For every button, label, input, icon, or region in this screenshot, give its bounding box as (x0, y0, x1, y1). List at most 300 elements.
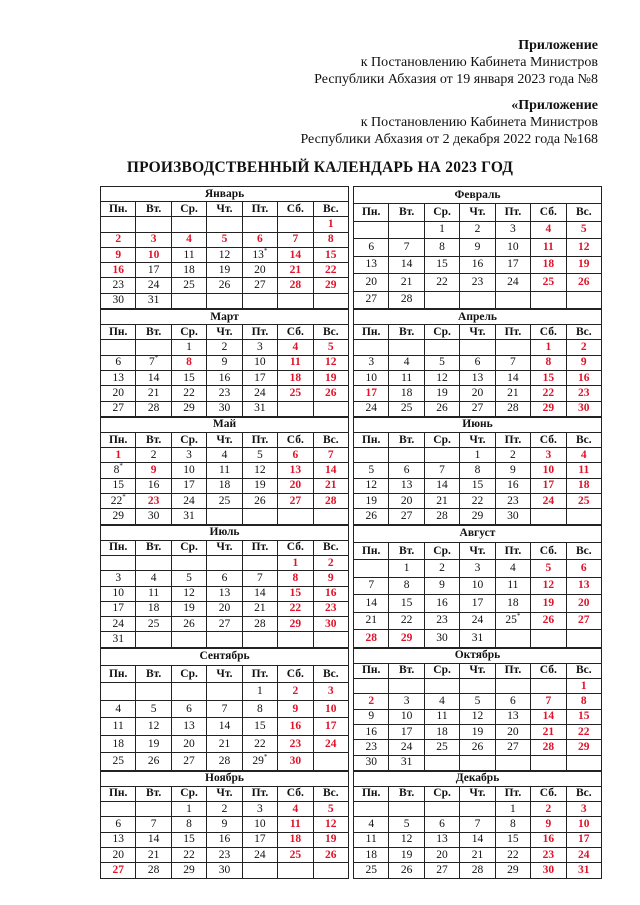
weekday-label: Ср. (424, 325, 459, 340)
holiday-day-cell: 13 (278, 463, 313, 478)
holiday-day-cell: 3 (313, 683, 348, 700)
month-header-row (101, 310, 349, 325)
day-cell: 13 (354, 256, 389, 273)
week-row (101, 293, 349, 308)
week-row (354, 291, 602, 309)
weekday-label: Сб. (531, 432, 566, 447)
weekday-label: Чт. (460, 542, 495, 559)
weekday-label: Пт. (242, 202, 277, 217)
holiday-day-cell: 4 (278, 340, 313, 355)
day-cell: 8 (242, 700, 277, 717)
day-cell: 18 (207, 478, 242, 493)
holiday-day-cell: 25 (566, 494, 601, 509)
day-cell: 7 (136, 817, 171, 832)
weekday-label: Пт. (242, 540, 277, 555)
weekday-label: Ср. (171, 202, 206, 217)
weekday-label: Чт. (207, 786, 242, 801)
empty-day-cell (495, 291, 530, 309)
day-cell: 21 (389, 274, 424, 291)
holiday-day-cell: 7 (313, 448, 348, 463)
weekday-label: Ср. (171, 665, 206, 682)
weekday-label: Пн. (354, 542, 389, 559)
month-table (353, 186, 602, 309)
day-cell: 8 (424, 239, 459, 256)
weekday-label: Сб. (278, 540, 313, 555)
day-cell: 26 (136, 753, 171, 771)
holiday-day-cell: 2 (354, 694, 389, 709)
day-cell: 17 (389, 724, 424, 739)
week-row (101, 232, 349, 247)
day-cell: 30 (101, 293, 136, 308)
day-cell: 16 (207, 370, 242, 385)
week-row (354, 863, 602, 878)
month-pair (100, 525, 602, 648)
day-cell: 24 (136, 278, 171, 293)
holiday-day-cell: 16 (566, 370, 601, 385)
empty-day-cell (354, 802, 389, 817)
short-day-cell: 25* (495, 612, 530, 629)
month-pair (100, 648, 602, 771)
empty-day-cell (101, 802, 136, 817)
day-cell: 18 (424, 724, 459, 739)
day-cell: 26 (242, 494, 277, 509)
week-row (101, 617, 349, 632)
day-cell: 23 (207, 847, 242, 862)
appendix-title: «Приложение (511, 98, 598, 113)
day-cell: 6 (354, 239, 389, 256)
weekday-label: Вт. (136, 432, 171, 447)
day-cell: 2 (136, 448, 171, 463)
day-cell: 11 (495, 577, 530, 594)
day-cell: 4 (424, 694, 459, 709)
week-row (101, 340, 349, 355)
empty-day-cell (460, 291, 495, 309)
day-cell: 13 (424, 832, 459, 847)
holiday-day-cell: 28 (278, 278, 313, 293)
short-day-mark: * (122, 492, 126, 501)
week-row (101, 263, 349, 278)
holiday-day-cell: 23 (278, 735, 313, 752)
holiday-day-cell: 12 (313, 355, 348, 370)
day-cell: 2 (495, 448, 530, 463)
day-cell: 26 (424, 401, 459, 416)
month-table (100, 648, 349, 771)
day-cell: 10 (242, 817, 277, 832)
month-header-row (354, 525, 602, 542)
empty-day-cell (354, 340, 389, 355)
weekday-label: Чт. (460, 786, 495, 801)
day-cell: 13 (101, 832, 136, 847)
day-cell: 17 (242, 370, 277, 385)
holiday-day-cell: 22 (566, 724, 601, 739)
week-row (354, 401, 602, 416)
holiday-day-cell: 15 (531, 370, 566, 385)
week-row (101, 355, 349, 370)
holiday-day-cell: 12 (566, 239, 601, 256)
holiday-day-cell: 5 (566, 221, 601, 238)
holiday-day-cell: 6 (278, 448, 313, 463)
weekday-label: Вс. (566, 325, 601, 340)
month-name: Октябрь (354, 648, 602, 663)
day-cell: 10 (354, 370, 389, 385)
weekday-label: Сб. (531, 786, 566, 801)
day-cell: 24 (101, 617, 136, 632)
holiday-day-cell: 19 (313, 370, 348, 385)
weekday-row (101, 540, 349, 555)
month-table (353, 417, 602, 525)
holiday-day-cell: 29 (313, 278, 348, 293)
short-day-mark: * (154, 354, 159, 363)
week-row (101, 555, 349, 570)
week-row (101, 802, 349, 817)
holiday-day-cell: 10 (136, 247, 171, 262)
day-cell: 20 (171, 735, 206, 752)
weekday-label: Ср. (424, 663, 459, 678)
empty-day-cell (424, 802, 459, 817)
holiday-day-cell: 4 (278, 802, 313, 817)
empty-day-cell (278, 293, 313, 308)
holiday-day-cell: 5 (531, 560, 566, 577)
day-cell: 10 (242, 355, 277, 370)
empty-day-cell (101, 555, 136, 570)
day-cell: 13 (171, 718, 206, 735)
empty-day-cell (171, 632, 206, 647)
day-cell: 22 (242, 735, 277, 752)
day-cell: 16 (495, 478, 530, 493)
holiday-day-cell: 10 (566, 817, 601, 832)
holiday-day-cell: 8 (278, 571, 313, 586)
holiday-day-cell: 28 (531, 740, 566, 755)
holiday-day-cell: 15 (566, 709, 601, 724)
month-table (353, 771, 602, 879)
day-cell: 22 (495, 847, 530, 862)
day-cell: 12 (389, 832, 424, 847)
holiday-day-cell: 30 (531, 863, 566, 878)
day-cell: 17 (460, 595, 495, 612)
weekday-label: Чт. (207, 540, 242, 555)
day-cell: 28 (495, 401, 530, 416)
day-cell: 24 (242, 847, 277, 862)
holiday-day-cell: 18 (566, 478, 601, 493)
weekday-label: Сб. (278, 786, 313, 801)
day-cell: 5 (354, 463, 389, 478)
day-cell: 25 (389, 401, 424, 416)
holiday-day-cell: 22 (531, 386, 566, 401)
weekday-label: Пт. (242, 432, 277, 447)
empty-day-cell (531, 679, 566, 694)
week-row (101, 735, 349, 752)
day-cell: 24 (242, 386, 277, 401)
day-cell: 14 (424, 478, 459, 493)
day-cell: 20 (389, 494, 424, 509)
month-table (353, 648, 602, 771)
holiday-day-cell: 4 (531, 221, 566, 238)
day-cell: 20 (101, 386, 136, 401)
day-cell: 28 (207, 753, 242, 771)
empty-day-cell (313, 293, 348, 308)
empty-day-cell (136, 683, 171, 700)
week-row (354, 577, 602, 594)
day-cell: 14 (207, 718, 242, 735)
day-cell: 12 (354, 478, 389, 493)
holiday-day-cell: 6 (242, 232, 277, 247)
day-cell: 22 (424, 274, 459, 291)
day-cell: 9 (207, 817, 242, 832)
day-cell: 6 (495, 694, 530, 709)
weekday-row (354, 204, 602, 221)
day-cell: 10 (495, 239, 530, 256)
day-cell: 5 (424, 355, 459, 370)
day-cell: 4 (354, 817, 389, 832)
holiday-day-cell: 2 (313, 555, 348, 570)
day-cell: 10 (101, 586, 136, 601)
weekday-label: Ср. (171, 432, 206, 447)
empty-day-cell (278, 632, 313, 647)
month-header-row (354, 417, 602, 432)
month-table (100, 309, 349, 417)
day-cell: 9 (424, 577, 459, 594)
day-cell: 31 (101, 632, 136, 647)
day-cell: 26 (354, 509, 389, 524)
weekday-label: Пн. (101, 202, 136, 217)
holiday-day-cell: 16 (531, 832, 566, 847)
day-cell: 16 (207, 832, 242, 847)
week-row (101, 586, 349, 601)
holiday-day-cell: 16 (313, 586, 348, 601)
weekday-label: Вт. (136, 540, 171, 555)
day-cell: 23 (101, 278, 136, 293)
day-cell: 23 (495, 494, 530, 509)
day-cell: 10 (460, 577, 495, 594)
day-cell: 16 (460, 256, 495, 273)
weekday-label: Сб. (531, 325, 566, 340)
month-pair (100, 771, 602, 879)
day-cell: 2 (460, 221, 495, 238)
month-table (100, 525, 349, 648)
day-cell: 10 (171, 463, 206, 478)
day-cell: 6 (101, 355, 136, 370)
holiday-day-cell: 30 (313, 617, 348, 632)
empty-day-cell (566, 509, 601, 524)
month-header-row (354, 648, 602, 663)
weekday-label: Вс. (566, 542, 601, 559)
empty-day-cell (389, 679, 424, 694)
month-table (100, 417, 349, 525)
empty-day-cell (354, 221, 389, 238)
empty-day-cell (389, 221, 424, 238)
empty-day-cell (171, 555, 206, 570)
holiday-day-cell: 7 (278, 232, 313, 247)
day-cell: 13 (389, 478, 424, 493)
month-table (100, 186, 349, 309)
day-cell: 3 (101, 571, 136, 586)
holiday-day-cell: 10 (313, 700, 348, 717)
day-cell: 14 (460, 832, 495, 847)
day-cell: 12 (242, 463, 277, 478)
holiday-day-cell: 17 (566, 832, 601, 847)
day-cell: 20 (460, 386, 495, 401)
empty-day-cell (313, 863, 348, 878)
holiday-day-cell: 2 (531, 802, 566, 817)
day-cell: 6 (424, 817, 459, 832)
appendix-line: к Постановлению Кабинета Министров (360, 55, 598, 70)
weekday-label: Пн. (354, 432, 389, 447)
day-cell: 13 (495, 709, 530, 724)
week-row (354, 221, 602, 238)
month-name: Июль (101, 525, 349, 540)
weekday-label: Пт. (495, 325, 530, 340)
day-cell: 27 (242, 278, 277, 293)
week-row (101, 571, 349, 586)
weekday-label: Вт. (136, 786, 171, 801)
month-table (353, 525, 602, 648)
holiday-day-cell: 23 (531, 847, 566, 862)
day-cell: 31 (242, 401, 277, 416)
day-cell: 22 (389, 612, 424, 629)
short-day-cell: 7* (136, 355, 171, 370)
empty-day-cell (313, 509, 348, 524)
empty-day-cell (171, 683, 206, 700)
day-cell: 17 (171, 478, 206, 493)
holiday-day-cell: 19 (531, 595, 566, 612)
week-row (354, 386, 602, 401)
day-cell: 6 (207, 571, 242, 586)
empty-day-cell (278, 401, 313, 416)
empty-day-cell (207, 509, 242, 524)
holiday-day-cell: 26 (313, 386, 348, 401)
weekday-label: Чт. (460, 204, 495, 221)
day-cell: 19 (242, 478, 277, 493)
day-cell: 11 (354, 832, 389, 847)
day-cell: 27 (495, 740, 530, 755)
month-pair (100, 417, 602, 525)
holiday-day-cell: 5 (313, 802, 348, 817)
weekday-row (101, 786, 349, 801)
day-cell: 21 (207, 735, 242, 752)
holiday-day-cell: 18 (278, 370, 313, 385)
weekday-label: Пн. (101, 786, 136, 801)
day-cell: 20 (424, 847, 459, 862)
empty-day-cell (207, 632, 242, 647)
empty-day-cell (136, 555, 171, 570)
week-row (101, 463, 349, 478)
weekday-label: Пт. (242, 786, 277, 801)
empty-day-cell (101, 683, 136, 700)
weekday-label: Ср. (171, 540, 206, 555)
day-cell: 18 (389, 386, 424, 401)
day-cell: 8 (389, 577, 424, 594)
week-row (101, 718, 349, 735)
weekday-label: Вс. (313, 432, 348, 447)
weekday-label: Чт. (207, 432, 242, 447)
day-cell: 24 (171, 494, 206, 509)
holiday-day-cell: 5 (207, 232, 242, 247)
day-cell: 17 (242, 832, 277, 847)
holiday-day-cell: 16 (278, 718, 313, 735)
day-cell: 16 (136, 478, 171, 493)
holiday-day-cell: 8 (566, 694, 601, 709)
appendix-line: Республики Абхазия от 19 января 2023 года №8 (314, 72, 598, 87)
month-header-row (354, 310, 602, 325)
day-cell: 3 (460, 560, 495, 577)
short-day-mark: * (516, 612, 521, 621)
empty-day-cell (424, 448, 459, 463)
holiday-day-cell: 28 (354, 630, 389, 648)
holiday-day-cell: 19 (313, 832, 348, 847)
month-name: Май (101, 417, 349, 432)
month-name: Декабрь (354, 771, 602, 786)
day-cell: 20 (207, 601, 242, 616)
empty-day-cell (531, 755, 566, 770)
empty-day-cell (460, 755, 495, 770)
day-cell: 6 (460, 355, 495, 370)
day-cell: 11 (207, 463, 242, 478)
empty-day-cell (313, 753, 348, 771)
empty-day-cell (354, 448, 389, 463)
short-day-mark: * (263, 246, 268, 255)
day-cell: 12 (171, 586, 206, 601)
day-cell: 28 (242, 617, 277, 632)
day-cell: 7 (389, 239, 424, 256)
day-cell: 9 (460, 239, 495, 256)
week-row (354, 355, 602, 370)
day-cell: 15 (171, 832, 206, 847)
week-row (101, 683, 349, 700)
day-cell: 5 (171, 571, 206, 586)
empty-day-cell (460, 340, 495, 355)
holiday-day-cell: 17 (531, 478, 566, 493)
weekday-label: Сб. (531, 663, 566, 678)
holiday-day-cell: 23 (566, 386, 601, 401)
empty-day-cell (389, 340, 424, 355)
holiday-day-cell: 10 (531, 463, 566, 478)
day-cell: 29 (101, 509, 136, 524)
holiday-day-cell: 29 (389, 630, 424, 648)
weekday-label: Ср. (424, 542, 459, 559)
day-cell: 1 (495, 802, 530, 817)
weekday-label: Чт. (207, 325, 242, 340)
month-header-row (354, 187, 602, 204)
weekday-row (354, 432, 602, 447)
weekday-label: Пн. (354, 325, 389, 340)
weekday-label: Вс. (566, 204, 601, 221)
day-cell: 18 (136, 601, 171, 616)
day-cell: 7 (207, 700, 242, 717)
day-cell: 28 (136, 863, 171, 878)
weekday-label: Чт. (460, 432, 495, 447)
month-header-row (101, 771, 349, 786)
day-cell: 23 (207, 386, 242, 401)
empty-day-cell (101, 340, 136, 355)
day-cell: 19 (136, 735, 171, 752)
empty-day-cell (424, 291, 459, 309)
day-cell: 25 (424, 740, 459, 755)
holiday-day-cell: 26 (531, 612, 566, 629)
day-cell: 1 (171, 340, 206, 355)
month-table (353, 309, 602, 417)
week-row (354, 560, 602, 577)
week-row (101, 509, 349, 524)
holiday-day-cell: 16 (101, 263, 136, 278)
day-cell: 27 (389, 509, 424, 524)
day-cell: 27 (101, 401, 136, 416)
weekday-row (354, 786, 602, 801)
holiday-day-cell: 20 (278, 478, 313, 493)
day-cell: 19 (460, 724, 495, 739)
week-row (101, 863, 349, 878)
holiday-day-cell: 20 (566, 595, 601, 612)
empty-day-cell (278, 863, 313, 878)
